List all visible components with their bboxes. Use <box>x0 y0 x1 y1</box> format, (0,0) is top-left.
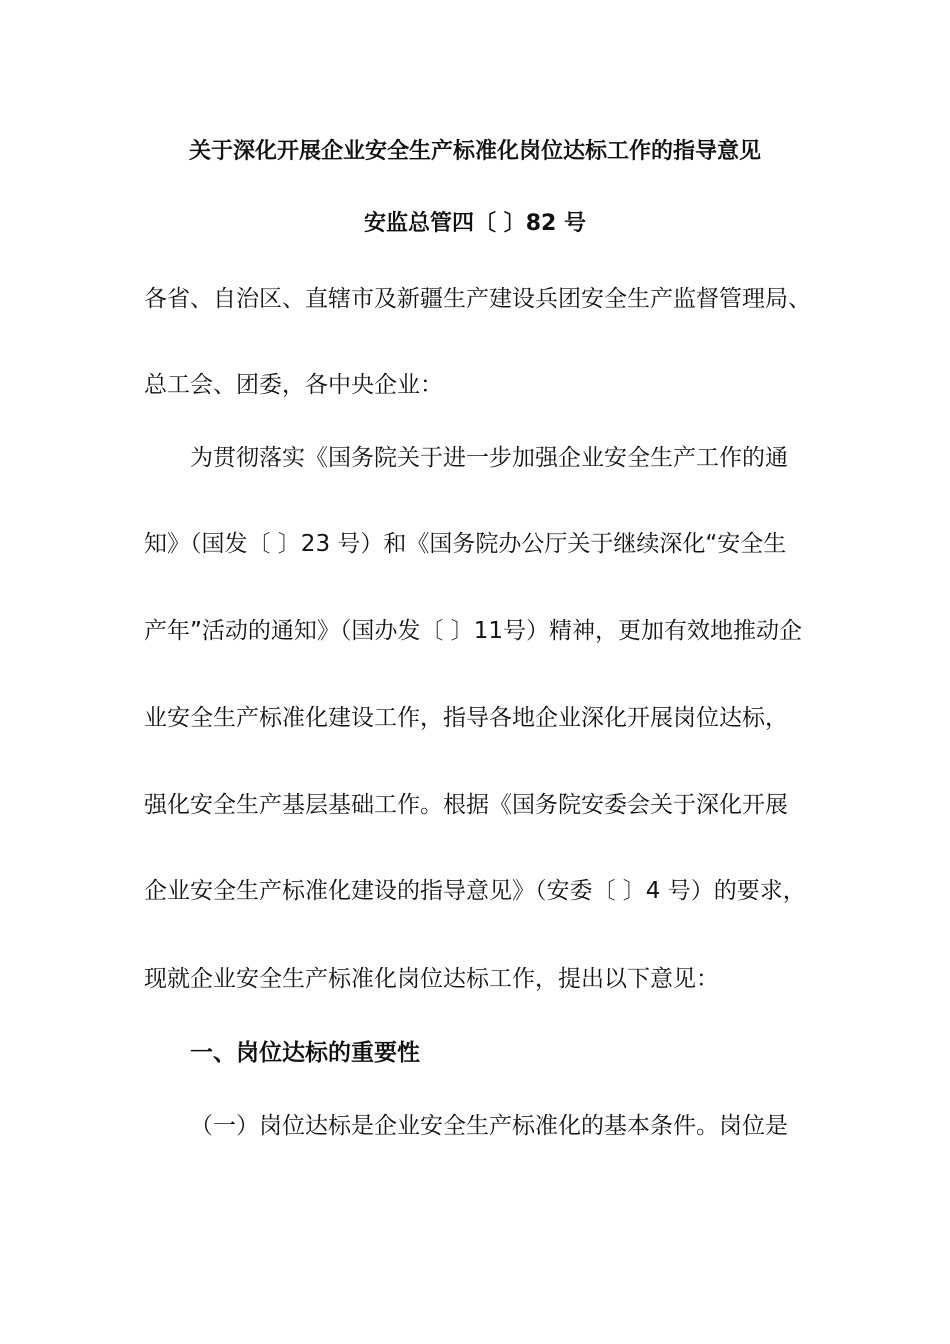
paragraph-line: 产年”活动的通知》（国办发〔 〕11号）精神，更加有效地推动企 <box>144 618 802 644</box>
paragraph-line: 现就企业安全生产标准化岗位达标工作，提出以下意见： <box>144 966 719 992</box>
addressee-line: 总工会、团委，各中央企业： <box>144 372 443 398</box>
paragraph-line: 为贯彻落实《国务院关于进一步加强企业安全生产工作的通 <box>190 445 788 471</box>
paragraph-line: 业安全生产标准化建设工作，指导各地企业深化开展岗位达标， <box>144 705 788 731</box>
section-heading: 一、岗位达标的重要性 <box>190 1040 420 1066</box>
paragraph-line: 企业安全生产标准化建设的指导意见》（安委〔 〕4 号）的要求， <box>144 878 806 904</box>
document-title: 关于深化开展企业安全生产标准化岗位达标工作的指导意见 <box>188 139 761 164</box>
paragraph-line: （一）岗位达标是企业安全生产标准化的基本条件。岗位是 <box>190 1113 788 1139</box>
paragraph-line: 强化安全生产基层基础工作。根据《国务院安委会关于深化开展 <box>144 792 788 818</box>
addressee-line: 各省、自治区、直辖市及新疆生产建设兵团安全生产监督管理局、 <box>144 286 811 312</box>
document-number: 安监总管四〔 〕82 号 <box>364 211 586 236</box>
paragraph-line: 知》（国发〔 〕23 号）和《国务院办公厅关于继续深化“安全生 <box>144 531 787 557</box>
